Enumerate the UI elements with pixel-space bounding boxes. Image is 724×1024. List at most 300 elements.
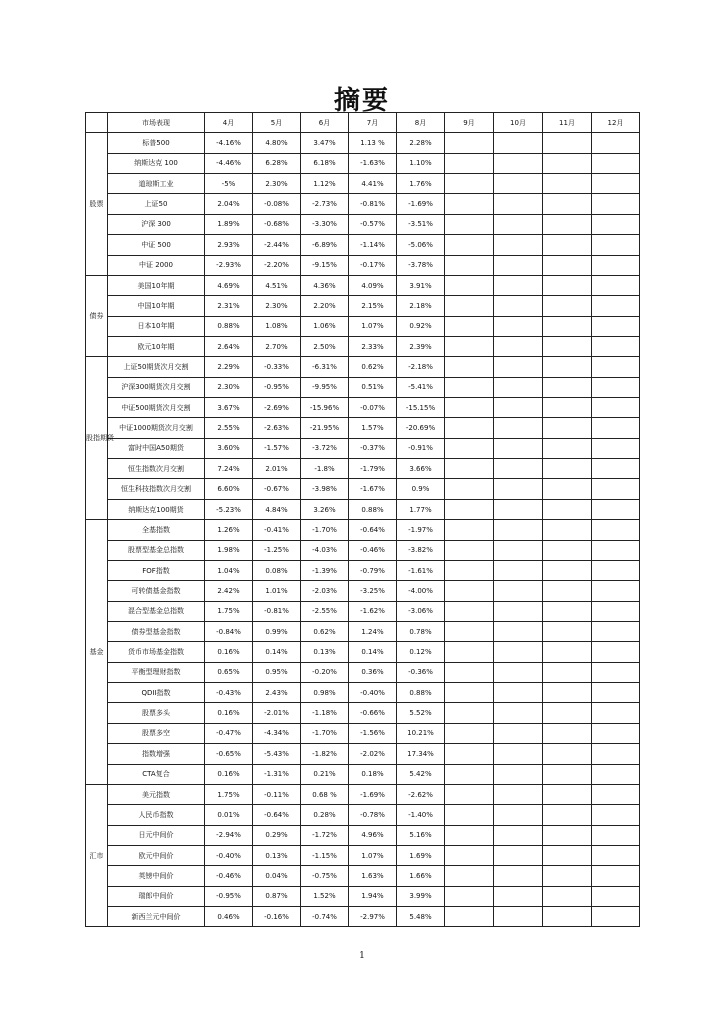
value-cell: -0.36%: [397, 662, 445, 682]
row-label: 股票型基金总指数: [108, 540, 205, 560]
value-cell: [543, 642, 592, 662]
value-cell: 2.50%: [301, 336, 349, 356]
value-cell: -6.31%: [301, 357, 349, 377]
value-cell: -6.89%: [301, 235, 349, 255]
value-cell: -0.46%: [349, 540, 397, 560]
value-cell: -5%: [205, 174, 253, 194]
value-cell: -0.47%: [205, 723, 253, 743]
value-cell: 1.12%: [301, 174, 349, 194]
value-cell: -1.31%: [253, 764, 301, 784]
value-cell: [445, 581, 494, 601]
value-cell: [543, 459, 592, 479]
row-label: 沪深 300: [108, 214, 205, 234]
value-cell: -4.16%: [205, 133, 253, 153]
page-title: 摘要: [333, 86, 390, 116]
value-cell: 2.28%: [397, 133, 445, 153]
value-cell: [494, 479, 543, 499]
value-cell: [592, 398, 640, 418]
table-row: [86, 194, 640, 214]
value-cell: -4.00%: [397, 581, 445, 601]
value-cell: 1.75%: [205, 601, 253, 621]
value-cell: -0.43%: [205, 683, 253, 703]
value-cell: [494, 153, 543, 173]
value-cell: [543, 235, 592, 255]
value-cell: 4.41%: [349, 174, 397, 194]
value-cell: 0.62%: [301, 621, 349, 641]
table-row: [86, 479, 640, 499]
value-cell: 0.28%: [301, 805, 349, 825]
value-cell: -2.62%: [397, 784, 445, 804]
value-cell: [494, 357, 543, 377]
value-cell: -1.70%: [301, 723, 349, 743]
value-cell: 1.07%: [349, 316, 397, 336]
value-cell: 2.30%: [253, 174, 301, 194]
table-row: [86, 703, 640, 723]
row-label: 中国10年期: [108, 296, 205, 316]
row-label: 瑞郎中间价: [108, 886, 205, 906]
value-cell: [494, 764, 543, 784]
value-cell: 0.04%: [253, 866, 301, 886]
value-cell: -0.64%: [349, 520, 397, 540]
value-cell: 1.10%: [397, 153, 445, 173]
value-cell: [445, 255, 494, 275]
row-label: 货币市场基金指数: [108, 642, 205, 662]
value-cell: -2.63%: [253, 418, 301, 438]
table-row: [86, 723, 640, 743]
value-cell: [494, 621, 543, 641]
page-number: 1: [359, 951, 365, 961]
value-cell: -0.40%: [205, 845, 253, 865]
row-label: 新西兰元中间价: [108, 907, 205, 927]
value-cell: 3.99%: [397, 886, 445, 906]
value-cell: 0.13%: [301, 642, 349, 662]
row-label: 平衡型理财指数: [108, 662, 205, 682]
value-cell: -3.06%: [397, 601, 445, 621]
value-cell: -1.40%: [397, 805, 445, 825]
value-cell: [592, 357, 640, 377]
value-cell: -0.84%: [205, 621, 253, 641]
value-cell: 6.28%: [253, 153, 301, 173]
value-cell: [494, 398, 543, 418]
value-cell: 0.14%: [253, 642, 301, 662]
value-cell: [543, 845, 592, 865]
row-label: QDII指数: [108, 683, 205, 703]
value-cell: 3.67%: [205, 398, 253, 418]
value-cell: [494, 601, 543, 621]
table-row: [86, 662, 640, 682]
value-cell: [494, 418, 543, 438]
value-cell: 2.31%: [205, 296, 253, 316]
table-row: [86, 560, 640, 580]
value-cell: 5.52%: [397, 703, 445, 723]
value-cell: [543, 214, 592, 234]
row-label: 全基指数: [108, 520, 205, 540]
value-cell: [543, 601, 592, 621]
row-label: 纳斯达克 100: [108, 153, 205, 173]
value-cell: 1.66%: [397, 866, 445, 886]
value-cell: [494, 174, 543, 194]
value-cell: [592, 601, 640, 621]
value-cell: -4.03%: [301, 540, 349, 560]
value-cell: [494, 805, 543, 825]
value-cell: -2.73%: [301, 194, 349, 214]
table-row: [86, 621, 640, 641]
value-cell: [494, 194, 543, 214]
value-cell: 17.34%: [397, 744, 445, 764]
row-label: 债券型基金指数: [108, 621, 205, 641]
value-cell: 0.16%: [205, 703, 253, 723]
header-month-dec: 12月: [592, 113, 640, 133]
value-cell: 0.18%: [349, 764, 397, 784]
value-cell: 0.12%: [397, 642, 445, 662]
value-cell: 2.20%: [301, 296, 349, 316]
value-cell: 1.06%: [301, 316, 349, 336]
value-cell: [592, 845, 640, 865]
value-cell: [445, 784, 494, 804]
row-label: 英镑中间价: [108, 866, 205, 886]
value-cell: [592, 703, 640, 723]
value-cell: [494, 214, 543, 234]
table-row: [86, 520, 640, 540]
table-row: [86, 866, 640, 886]
value-cell: 0.78%: [397, 621, 445, 641]
row-label: 上证50期货次月交割: [108, 357, 205, 377]
value-cell: [445, 418, 494, 438]
value-cell: [592, 825, 640, 845]
value-cell: 4.80%: [253, 133, 301, 153]
value-cell: -1.82%: [301, 744, 349, 764]
value-cell: [494, 316, 543, 336]
row-label: 股票多头: [108, 703, 205, 723]
value-cell: 1.75%: [205, 784, 253, 804]
header-row: [86, 113, 640, 133]
value-cell: -1.70%: [301, 520, 349, 540]
header-month-aug: 8月: [397, 113, 445, 133]
value-cell: [592, 336, 640, 356]
value-cell: [494, 377, 543, 397]
value-cell: 0.16%: [205, 642, 253, 662]
value-cell: 1.98%: [205, 540, 253, 560]
row-label: 上证50: [108, 194, 205, 214]
table-row: [86, 499, 640, 519]
value-cell: -2.97%: [349, 907, 397, 927]
value-cell: 2.39%: [397, 336, 445, 356]
table-row: [86, 805, 640, 825]
value-cell: 4.84%: [253, 499, 301, 519]
value-cell: [445, 703, 494, 723]
table-row: [86, 235, 640, 255]
table-body: [86, 133, 640, 927]
category-cell: [86, 520, 108, 785]
value-cell: [494, 235, 543, 255]
category-label: 股票: [89, 200, 104, 209]
value-cell: [592, 214, 640, 234]
value-cell: -0.11%: [253, 784, 301, 804]
value-cell: -2.55%: [301, 601, 349, 621]
value-cell: [445, 886, 494, 906]
row-label: CTA复合: [108, 764, 205, 784]
value-cell: [494, 255, 543, 275]
value-cell: -0.41%: [253, 520, 301, 540]
table-row: [86, 336, 640, 356]
category-cell: [86, 275, 108, 356]
value-cell: -0.74%: [301, 907, 349, 927]
value-cell: 0.68 %: [301, 784, 349, 804]
value-cell: -2.01%: [253, 703, 301, 723]
value-cell: [543, 744, 592, 764]
row-label: 恒生指数次月交割: [108, 459, 205, 479]
row-label: 富时中国A50期货: [108, 438, 205, 458]
value-cell: [445, 194, 494, 214]
row-label: 欧元10年期: [108, 336, 205, 356]
value-cell: 1.24%: [349, 621, 397, 641]
value-cell: [543, 479, 592, 499]
value-cell: [494, 683, 543, 703]
table-row: [86, 540, 640, 560]
value-cell: 4.36%: [301, 275, 349, 295]
value-cell: [445, 744, 494, 764]
value-cell: [445, 764, 494, 784]
value-cell: -2.44%: [253, 235, 301, 255]
value-cell: [445, 479, 494, 499]
value-cell: 0.99%: [253, 621, 301, 641]
value-cell: -0.78%: [349, 805, 397, 825]
value-cell: [445, 336, 494, 356]
value-cell: [592, 479, 640, 499]
value-cell: 3.91%: [397, 275, 445, 295]
value-cell: -1.56%: [349, 723, 397, 743]
row-label: FOF指数: [108, 560, 205, 580]
value-cell: [494, 744, 543, 764]
value-cell: [445, 499, 494, 519]
value-cell: -1.61%: [397, 560, 445, 580]
value-cell: 0.16%: [205, 764, 253, 784]
value-cell: [494, 703, 543, 723]
value-cell: 0.65%: [205, 662, 253, 682]
value-cell: [543, 398, 592, 418]
value-cell: -1.69%: [349, 784, 397, 804]
value-cell: [543, 296, 592, 316]
value-cell: -3.98%: [301, 479, 349, 499]
value-cell: [543, 357, 592, 377]
value-cell: [592, 174, 640, 194]
value-cell: 2.93%: [205, 235, 253, 255]
value-cell: [445, 153, 494, 173]
value-cell: -1.72%: [301, 825, 349, 845]
value-cell: [445, 438, 494, 458]
value-cell: -3.51%: [397, 214, 445, 234]
row-label: 纳斯达克100期货: [108, 499, 205, 519]
value-cell: [494, 907, 543, 927]
value-cell: [592, 744, 640, 764]
value-cell: -3.78%: [397, 255, 445, 275]
value-cell: 2.33%: [349, 336, 397, 356]
value-cell: 0.51%: [349, 377, 397, 397]
value-cell: -2.03%: [301, 581, 349, 601]
table-row: [86, 886, 640, 906]
value-cell: [592, 153, 640, 173]
value-cell: 5.16%: [397, 825, 445, 845]
value-cell: [592, 418, 640, 438]
value-cell: [543, 133, 592, 153]
value-cell: [592, 642, 640, 662]
value-cell: -1.18%: [301, 703, 349, 723]
value-cell: [592, 133, 640, 153]
row-label: 指数增强: [108, 744, 205, 764]
value-cell: [592, 886, 640, 906]
value-cell: [445, 275, 494, 295]
table-row: [86, 642, 640, 662]
value-cell: [445, 540, 494, 560]
value-cell: -4.46%: [205, 153, 253, 173]
value-cell: -1.69%: [397, 194, 445, 214]
value-cell: 2.43%: [253, 683, 301, 703]
value-cell: [543, 866, 592, 886]
value-cell: 1.57%: [349, 418, 397, 438]
value-cell: [543, 764, 592, 784]
table-row: [86, 398, 640, 418]
value-cell: 2.15%: [349, 296, 397, 316]
value-cell: -3.82%: [397, 540, 445, 560]
value-cell: -1.14%: [349, 235, 397, 255]
value-cell: [592, 723, 640, 743]
value-cell: -1.79%: [349, 459, 397, 479]
value-cell: [494, 866, 543, 886]
table-row: [86, 601, 640, 621]
table-row: [86, 275, 640, 295]
value-cell: [494, 723, 543, 743]
value-cell: 6.60%: [205, 479, 253, 499]
value-cell: [543, 560, 592, 580]
header-month-nov: 11月: [543, 113, 592, 133]
value-cell: [543, 825, 592, 845]
value-cell: 6.18%: [301, 153, 349, 173]
value-cell: [592, 907, 640, 927]
value-cell: [543, 907, 592, 927]
value-cell: -15.15%: [397, 398, 445, 418]
value-cell: [592, 377, 640, 397]
value-cell: -2.94%: [205, 825, 253, 845]
value-cell: -1.67%: [349, 479, 397, 499]
value-cell: [494, 133, 543, 153]
value-cell: [543, 621, 592, 641]
value-cell: 0.98%: [301, 683, 349, 703]
value-cell: 3.26%: [301, 499, 349, 519]
value-cell: [543, 805, 592, 825]
value-cell: 2.29%: [205, 357, 253, 377]
value-cell: 1.63%: [349, 866, 397, 886]
value-cell: -9.95%: [301, 377, 349, 397]
category-label: 股指期货: [86, 434, 114, 443]
value-cell: [543, 662, 592, 682]
value-cell: 0.92%: [397, 316, 445, 336]
value-cell: -0.79%: [349, 560, 397, 580]
value-cell: [494, 581, 543, 601]
row-label: 混合型基金总指数: [108, 601, 205, 621]
value-cell: [445, 723, 494, 743]
value-cell: -0.40%: [349, 683, 397, 703]
value-cell: [494, 336, 543, 356]
table-row: [86, 683, 640, 703]
value-cell: [445, 683, 494, 703]
value-cell: -0.17%: [349, 255, 397, 275]
value-cell: [494, 499, 543, 519]
value-cell: -0.65%: [205, 744, 253, 764]
value-cell: [592, 316, 640, 336]
table-row: [86, 825, 640, 845]
value-cell: -0.37%: [349, 438, 397, 458]
value-cell: [543, 255, 592, 275]
value-cell: 1.69%: [397, 845, 445, 865]
value-cell: [445, 174, 494, 194]
value-cell: 2.42%: [205, 581, 253, 601]
category-label: 债券: [89, 312, 104, 321]
category-cell: [86, 784, 108, 927]
value-cell: [592, 459, 640, 479]
category-label: 基金: [89, 648, 104, 657]
value-cell: -21.95%: [301, 418, 349, 438]
value-cell: [445, 662, 494, 682]
value-cell: 0.21%: [301, 764, 349, 784]
value-cell: -0.07%: [349, 398, 397, 418]
value-cell: -0.81%: [349, 194, 397, 214]
value-cell: 1.94%: [349, 886, 397, 906]
value-cell: -1.62%: [349, 601, 397, 621]
table-row: [86, 316, 640, 336]
value-cell: [445, 357, 494, 377]
value-cell: 2.04%: [205, 194, 253, 214]
row-label: 美元指数: [108, 784, 205, 804]
value-cell: 0.36%: [349, 662, 397, 682]
value-cell: [592, 683, 640, 703]
value-cell: -0.68%: [253, 214, 301, 234]
value-cell: [445, 601, 494, 621]
value-cell: -3.72%: [301, 438, 349, 458]
value-cell: [592, 438, 640, 458]
value-cell: [494, 886, 543, 906]
table-row: [86, 438, 640, 458]
value-cell: 0.29%: [253, 825, 301, 845]
value-cell: -0.64%: [253, 805, 301, 825]
value-cell: -5.43%: [253, 744, 301, 764]
row-label: 美国10年期: [108, 275, 205, 295]
value-cell: 1.26%: [205, 520, 253, 540]
value-cell: -0.57%: [349, 214, 397, 234]
value-cell: 2.64%: [205, 336, 253, 356]
value-cell: -1.39%: [301, 560, 349, 580]
value-cell: [592, 866, 640, 886]
market-summary-table: [85, 112, 640, 927]
value-cell: 0.88%: [349, 499, 397, 519]
value-cell: [445, 560, 494, 580]
value-cell: [543, 336, 592, 356]
value-cell: [543, 520, 592, 540]
header-month-jul: 7月: [349, 113, 397, 133]
value-cell: 4.51%: [253, 275, 301, 295]
value-cell: -0.81%: [253, 601, 301, 621]
value-cell: [592, 235, 640, 255]
value-cell: [445, 866, 494, 886]
value-cell: -1.57%: [253, 438, 301, 458]
value-cell: [592, 764, 640, 784]
value-cell: [543, 499, 592, 519]
value-cell: 0.08%: [253, 560, 301, 580]
value-cell: [445, 398, 494, 418]
header-month-may: 5月: [253, 113, 301, 133]
value-cell: 2.18%: [397, 296, 445, 316]
value-cell: [445, 845, 494, 865]
row-label: 道琼斯工业: [108, 174, 205, 194]
